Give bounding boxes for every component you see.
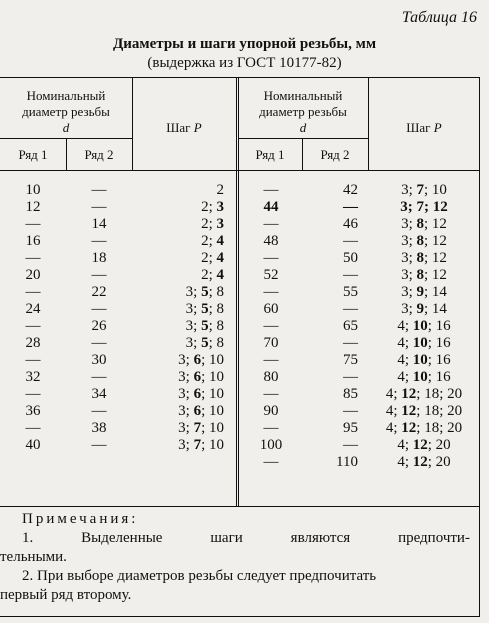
step-value-part: ; 8: [208, 318, 224, 334]
step-value-part: ; 12: [424, 250, 447, 266]
step-value-part: 4;: [397, 454, 413, 470]
step-right: [368, 335, 480, 351]
step-value-part: ; 16: [427, 335, 451, 351]
row2-diameter-left: —: [91, 403, 107, 419]
row2-diameter-right: 85: [343, 386, 358, 402]
step-value-part: 4: [216, 267, 224, 283]
step-right: 3; 7; 12: [400, 199, 448, 215]
row1-diameter-left: 20: [25, 267, 41, 283]
step-value-part: 3;: [185, 284, 202, 300]
step-value-part: 2;: [201, 216, 217, 232]
step-value-part: 2;: [201, 267, 217, 283]
step-value-part: ; 18; 20: [416, 403, 463, 419]
notes-section: [0, 510, 480, 605]
step-value-part: ; 10: [201, 403, 224, 419]
step-value-part: 6: [193, 403, 202, 419]
step-value-part: ; 14: [424, 284, 447, 300]
step-left: [132, 437, 236, 453]
step-value-part: 5: [201, 318, 209, 334]
step-value-part: 3: [216, 199, 224, 215]
step-left: 2: [216, 182, 224, 198]
row1-diameter-left: —: [25, 352, 41, 368]
row2-diameter-right: —: [343, 233, 358, 249]
step-value-part: 4;: [397, 335, 413, 351]
row2-diameter-right: 55: [343, 284, 358, 300]
step-value-part: 5: [201, 284, 209, 300]
step-right: [368, 437, 480, 453]
step-left: [132, 267, 236, 283]
step-value-part: 5: [201, 335, 209, 351]
table-number-label: Таблица 16: [401, 9, 477, 26]
step-value-part: 3;: [185, 318, 202, 334]
row2-diameter-left: —: [91, 369, 107, 385]
row2-diameter-right: —: [343, 301, 358, 317]
step-left: [132, 233, 236, 249]
step-value-part: 10: [412, 318, 428, 334]
row-divider: [0, 138, 132, 139]
step-value-part: 4;: [385, 403, 402, 419]
step-value-part: 7: [193, 420, 202, 436]
step-value-part: ; 10: [201, 437, 224, 453]
row2-diameter-left: —: [91, 267, 107, 283]
row1-diameter-right: 52: [263, 267, 279, 283]
row1-diameter-right: 60: [263, 301, 279, 317]
step-value-part: 6: [193, 386, 202, 402]
step-right: [368, 420, 480, 436]
step-value-part: 6: [193, 352, 202, 368]
step-value-part: 12: [412, 454, 428, 470]
step-value-part: 3;: [178, 437, 194, 453]
step-left: [132, 386, 236, 402]
step-value-part: 3;: [178, 403, 194, 419]
row2-diameter-left: —: [91, 233, 107, 249]
step-value-part: ; 10: [424, 182, 447, 198]
note-1-word: шаги: [210, 530, 243, 546]
row1-diameter-right: —: [263, 420, 279, 436]
header-row1: Ряд 1: [255, 147, 285, 162]
step-value-part: 3;: [401, 182, 417, 198]
row2-diameter-right: —: [343, 335, 358, 351]
row1-diameter-left: 36: [25, 403, 41, 419]
step-right: [368, 284, 480, 300]
step-value-part: 3;: [185, 335, 202, 351]
step-value-part: 3;: [178, 386, 194, 402]
header-row2: Ряд 2: [84, 147, 114, 162]
row2-diameter-left: 38: [91, 420, 107, 436]
step-left: [132, 318, 236, 334]
row2-diameter-left: —: [91, 335, 107, 351]
row2-diameter-left: —: [91, 437, 107, 453]
row1-diameter-right: 100: [259, 437, 283, 453]
row2-diameter-left: 22: [91, 284, 107, 300]
row1-diameter-left: 24: [25, 301, 41, 317]
step-value-part: 12: [401, 403, 417, 419]
header-step-symbol: P: [433, 120, 442, 135]
row1-diameter-left: —: [25, 420, 41, 436]
step-value-part: ; 10: [201, 352, 224, 368]
row1-diameter-right: 44: [263, 199, 279, 215]
step-value-part: 3;: [401, 233, 417, 249]
step-value-part: 8: [416, 216, 424, 232]
note-1-word: Выделенные: [81, 530, 163, 546]
row1-diameter-right: —: [263, 182, 279, 198]
row2-diameter-right: —: [343, 437, 358, 453]
step-value-part: 4: [216, 233, 224, 249]
step-right: [368, 301, 480, 317]
row2-diameter-left: 18: [91, 250, 107, 266]
step-right: [368, 352, 480, 368]
header-row1: Ряд 1: [18, 147, 48, 162]
row2-diameter-right: 75: [343, 352, 358, 368]
step-right: [368, 318, 480, 334]
step-value-part: 3: [216, 216, 224, 232]
row1-diameter-right: —: [263, 352, 279, 368]
step-value-part: ; 20: [427, 454, 451, 470]
step-value-part: 12: [401, 420, 417, 436]
step-value-part: 2;: [201, 233, 217, 249]
step-right: [368, 386, 480, 402]
note-1-continuation: тельными.: [0, 549, 67, 565]
step-value-part: ; 12: [424, 267, 447, 283]
header-nominal-line2: диаметр резьбы: [259, 104, 347, 119]
step-value-part: ; 10: [201, 369, 224, 385]
header-step: [132, 120, 236, 136]
row1-diameter-left: 28: [25, 335, 41, 351]
step-value-part: 3;: [401, 216, 417, 232]
header-nominal-line2: диаметр резьбы: [22, 104, 110, 119]
step-value-part: 7: [416, 182, 424, 198]
body-bottom-line: [0, 506, 480, 507]
step-value-part: 9: [416, 284, 424, 300]
step-value-part: ; 8: [208, 284, 224, 300]
step-value-part: ; 8: [208, 301, 224, 317]
step-value-part: 4;: [397, 437, 413, 453]
step-value-part: ; 10: [201, 420, 224, 436]
step-value-part: 10: [412, 352, 428, 368]
step-value-part: 2;: [201, 250, 217, 266]
row1-diameter-left: 32: [25, 369, 41, 385]
step-value-part: 6: [193, 369, 202, 385]
row2-diameter-left: —: [91, 199, 107, 215]
step-right: [368, 233, 480, 249]
step-value-part: 4;: [397, 352, 413, 368]
step-left: [132, 335, 236, 351]
row2-diameter-left: —: [91, 301, 107, 317]
step-value-part: ; 14: [424, 301, 447, 317]
row1-diameter-left: 40: [25, 437, 41, 453]
row1-diameter-left: —: [25, 318, 41, 334]
step-left: [132, 301, 236, 317]
step-right: [368, 267, 480, 283]
step-value-part: 10: [412, 335, 428, 351]
header-bottom-line: [0, 170, 480, 171]
step-value-part: 3;: [185, 301, 202, 317]
step-value-part: 4;: [385, 386, 402, 402]
header-nominal-line1: Номинальный: [263, 88, 343, 103]
step-value-part: ; 18; 20: [416, 420, 463, 436]
step-right: [368, 369, 480, 385]
header-step-symbol: P: [193, 120, 202, 135]
step-right: [368, 182, 480, 198]
step-right: [368, 250, 480, 266]
step-value-part: 8: [416, 267, 424, 283]
step-left: [132, 216, 236, 232]
row2-diameter-right: 42: [343, 182, 358, 198]
row2-diameter-right: 65: [343, 318, 358, 334]
row2-diameter-left: 34: [91, 386, 107, 402]
header-nominal-line1: Номинальный: [26, 88, 106, 103]
step-value-part: ; 18; 20: [416, 386, 463, 402]
step-value-part: 10: [412, 369, 428, 385]
note-1-word: являются: [290, 530, 351, 546]
row1-diameter-left: 10: [25, 182, 41, 198]
step-value-part: ; 16: [427, 352, 451, 368]
row1-diameter-right: —: [263, 250, 279, 266]
table-title: Диаметры и шаги упорной резьбы, мм: [112, 36, 377, 52]
note-1-word: 1.: [22, 530, 34, 546]
row1-diameter-left: 12: [25, 199, 41, 215]
thread-table: [0, 77, 480, 617]
row2-diameter-right: 50: [343, 250, 358, 266]
step-value-part: 3;: [178, 352, 194, 368]
row1-diameter-left: —: [25, 386, 41, 402]
step-value-part: 4: [216, 250, 224, 266]
row2-diameter-right: —: [343, 267, 358, 283]
step-right: [368, 403, 480, 419]
step-value-part: ; 10: [201, 386, 224, 402]
row-divider: [238, 138, 368, 139]
step-left: [132, 352, 236, 368]
step-value-part: 3;: [178, 369, 194, 385]
step-left: [132, 420, 236, 436]
note-1-word: предпочти-: [398, 530, 470, 546]
step-value-part: 9: [416, 301, 424, 317]
step-left: [132, 284, 236, 300]
note-2: 2. При выборе диаметров резьбы следует предпочитать: [22, 568, 377, 584]
step-value-part: 12: [412, 437, 428, 453]
notes-heading: Примечания:: [22, 511, 139, 527]
step-value-part: 3;: [401, 284, 417, 300]
header-step-label: Шаг: [166, 120, 191, 135]
step-value-part: 3;: [401, 250, 417, 266]
step-value-part: 2;: [201, 199, 217, 215]
step-value-part: ; 16: [427, 318, 451, 334]
row1-diameter-right: —: [263, 216, 279, 232]
step-value-part: 8: [416, 233, 424, 249]
header-step-label: Шаг: [406, 120, 431, 135]
row1-diameter-left: 16: [25, 233, 41, 249]
step-value-part: 12: [401, 386, 417, 402]
row2-diameter-left: 14: [91, 216, 107, 232]
row1-diameter-right: —: [263, 454, 279, 470]
row2-diameter-right: 110: [336, 454, 358, 470]
row1-diameter-right: —: [263, 318, 279, 334]
header-row2: Ряд 2: [320, 147, 350, 162]
step-value-part: 5: [201, 301, 209, 317]
row2-diameter-right: —: [343, 369, 358, 385]
step-value-part: 4;: [397, 369, 413, 385]
step-left: [132, 250, 236, 266]
row2-diameter-right: 95: [343, 420, 358, 436]
step-value-part: 3;: [401, 267, 417, 283]
row1-diameter-right: —: [263, 284, 279, 300]
step-value-part: 3;: [401, 301, 417, 317]
step-value-part: 4;: [397, 318, 413, 334]
step-left: [132, 403, 236, 419]
step-left: [132, 369, 236, 385]
center-divider: [236, 78, 239, 506]
step-value-part: ; 12: [424, 216, 447, 232]
step-value-part: ; 16: [427, 369, 451, 385]
step-value-part: ; 12: [424, 233, 447, 249]
row1-diameter-left: —: [25, 284, 41, 300]
step-value-part: 8: [416, 250, 424, 266]
header-nominal-symbol: d: [299, 120, 307, 135]
row2-diameter-left: 30: [91, 352, 107, 368]
row2-diameter-right: 46: [343, 216, 358, 232]
note-2-continuation: первый ряд второму.: [0, 587, 132, 603]
row1-diameter-right: 90: [263, 403, 279, 419]
row2-diameter-right: —: [343, 403, 358, 419]
row2-diameter-left: —: [91, 182, 107, 198]
step-value-part: 7: [193, 437, 202, 453]
header-step: [368, 120, 480, 136]
table-subtitle: (выдержка из ГОСТ 10177-82): [147, 55, 342, 71]
row1-diameter-right: 70: [263, 335, 279, 351]
row1-diameter-right: 80: [263, 369, 279, 385]
row1-diameter-right: 48: [263, 233, 279, 249]
step-right: [368, 454, 480, 470]
row2-diameter-right: —: [343, 199, 358, 215]
row1-diameter-left: —: [25, 216, 41, 232]
step-value-part: ; 8: [208, 335, 224, 351]
step-value-part: ; 20: [427, 437, 451, 453]
step-value-part: 3;: [178, 420, 194, 436]
step-left: [132, 199, 236, 215]
header-nominal-diameter: [238, 88, 368, 136]
header-nominal-diameter: [0, 88, 132, 136]
step-value-part: 4;: [385, 420, 402, 436]
step-right: [368, 216, 480, 232]
header-nominal-symbol: d: [62, 120, 70, 135]
row2-diameter-left: 26: [91, 318, 107, 334]
row1-diameter-right: —: [263, 386, 279, 402]
note-1: [0, 529, 480, 548]
row1-diameter-left: —: [25, 250, 41, 266]
